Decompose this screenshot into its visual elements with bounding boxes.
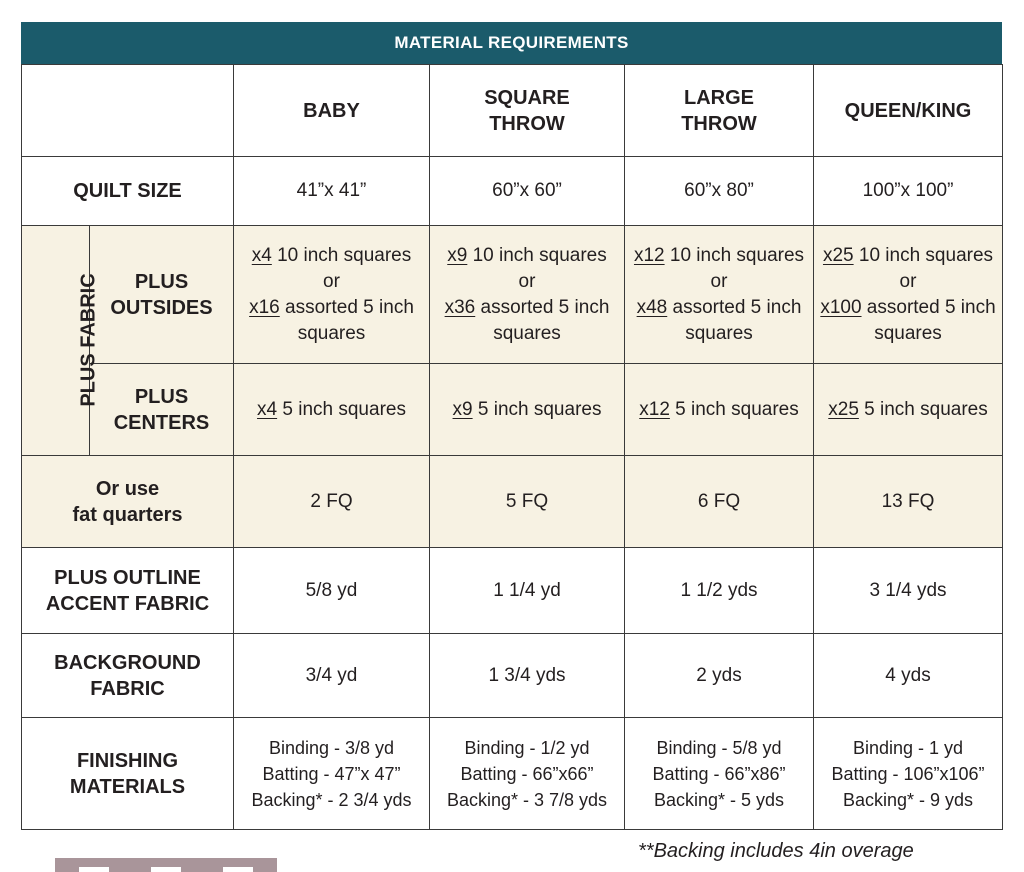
ten-inch-option: x9 10 inch squares bbox=[447, 244, 607, 266]
quantity: x16 bbox=[249, 296, 280, 318]
col-header-baby: BABY bbox=[234, 65, 430, 157]
or-separator: or bbox=[323, 270, 340, 292]
quilt-size-value: 60”x 60” bbox=[430, 157, 625, 226]
finishing-line: Binding - 5/8 yd bbox=[656, 737, 782, 758]
five-inch-option: x100 assorted 5 inch squares bbox=[820, 296, 996, 344]
finishing-materials-row bbox=[22, 718, 1003, 830]
finishing-materials-label: FINISHING MATERIALS bbox=[22, 718, 234, 830]
outline-accent-value: 3 1/4 yds bbox=[814, 548, 1003, 634]
outline-accent-label: PLUS OUTLINE ACCENT FABRIC bbox=[22, 548, 234, 634]
quilt-size-value: 60”x 80” bbox=[625, 157, 814, 226]
column-header-row bbox=[22, 65, 1003, 157]
or-separator: or bbox=[899, 270, 917, 292]
background-fabric-row bbox=[22, 634, 1003, 718]
or-separator: or bbox=[710, 270, 728, 292]
finishing-cell bbox=[625, 718, 814, 830]
outsides-cell bbox=[814, 226, 1003, 364]
finishing-line: Batting - 66”x66” bbox=[460, 763, 594, 784]
finishing-line: Binding - 1 yd bbox=[852, 737, 964, 758]
plus-fabric-group-label bbox=[22, 226, 100, 456]
ten-inch-option: x25 10 inch squares bbox=[822, 244, 994, 266]
quantity: x25 bbox=[828, 398, 859, 420]
outsides-cell bbox=[234, 226, 430, 364]
fat-quarters-value: 2 FQ bbox=[234, 456, 430, 548]
quantity: x100 bbox=[820, 296, 862, 318]
centers-text: 5 inch squares bbox=[858, 398, 988, 420]
background-fabric-label: BACKGROUND FABRIC bbox=[22, 634, 234, 718]
ten-inch-option: x12 10 inch squares bbox=[633, 244, 805, 266]
plus-outsides-row bbox=[22, 226, 1003, 364]
quilt-size-value: 41”x 41” bbox=[234, 157, 430, 226]
quantity: x25 bbox=[822, 244, 854, 266]
finishing-cell bbox=[814, 718, 1003, 830]
table-title: MATERIAL REQUIREMENTS bbox=[21, 22, 1002, 64]
finishing-line: Batting - 106”x106” bbox=[831, 763, 985, 784]
finishing-line: Backing* - 5 yds bbox=[653, 789, 785, 810]
finishing-line: Batting - 47”x 47” bbox=[262, 763, 401, 784]
background-fabric-value: 1 3/4 yds bbox=[430, 634, 625, 718]
five-inch-option: x48 assorted 5 inch squares bbox=[636, 296, 802, 344]
quantity: x4 bbox=[257, 398, 278, 420]
plus-centers-row bbox=[22, 364, 1003, 456]
finishing-line: Backing* - 2 3/4 yds bbox=[251, 789, 412, 810]
quilt-size-value: 100”x 100” bbox=[814, 157, 1003, 226]
centers-text: 5 inch squares bbox=[669, 398, 799, 420]
decorative-bar bbox=[55, 858, 277, 872]
five-inch-option: x36 assorted 5 inch squares bbox=[444, 296, 610, 344]
centers-cell bbox=[814, 364, 1003, 456]
finishing-line: Backing* - 9 yds bbox=[842, 789, 974, 810]
quantity: x9 bbox=[447, 244, 468, 266]
fat-quarters-label bbox=[22, 456, 234, 548]
background-fabric-value: 3/4 yd bbox=[234, 634, 430, 718]
centers-text: 5 inch squares bbox=[472, 398, 602, 420]
finishing-cell bbox=[430, 718, 625, 830]
fat-quarters-row bbox=[22, 456, 1003, 548]
plus-outsides-label: PLUS OUTSIDES bbox=[90, 226, 234, 364]
finishing-line: Binding - 1/2 yd bbox=[464, 737, 590, 758]
corner-cell bbox=[22, 65, 234, 157]
quantity: x48 bbox=[636, 296, 668, 318]
centers-cell bbox=[625, 364, 814, 456]
requirements-grid bbox=[21, 64, 1003, 830]
outline-accent-value: 1 1/4 yd bbox=[430, 548, 625, 634]
background-fabric-value: 2 yds bbox=[625, 634, 814, 718]
fat-quarters-value: 6 FQ bbox=[625, 456, 814, 548]
ten-inch-option: x4 10 inch squares bbox=[251, 244, 412, 266]
finishing-line: Backing* - 3 7/8 yds bbox=[446, 789, 608, 810]
centers-cell bbox=[430, 364, 625, 456]
finishing-line: Batting - 66”x86” bbox=[652, 763, 786, 784]
backing-footnote: **Backing includes 4in overage bbox=[638, 840, 914, 862]
plus-fabric-vertical-text: PLUS FABRIC bbox=[77, 273, 100, 407]
plus-centers-label: PLUS CENTERS bbox=[90, 364, 234, 456]
quantity: x12 bbox=[633, 244, 665, 266]
col-header-large-throw: LARGE THROW bbox=[625, 65, 814, 157]
fat-quarters-label-line1: Or use bbox=[95, 477, 160, 500]
finishing-line: Binding - 3/8 yd bbox=[268, 737, 395, 758]
quantity: x9 bbox=[452, 398, 473, 420]
or-separator: or bbox=[518, 270, 536, 292]
outline-accent-value: 5/8 yd bbox=[234, 548, 430, 634]
fat-quarters-value: 5 FQ bbox=[430, 456, 625, 548]
centers-text: 5 inch squares bbox=[277, 398, 406, 420]
five-inch-option: x16 assorted 5 inch squares bbox=[249, 296, 414, 344]
quantity: x36 bbox=[444, 296, 476, 318]
outline-accent-row bbox=[22, 548, 1003, 634]
finishing-cell bbox=[234, 718, 430, 830]
fat-quarters-label-line2: fat quarters bbox=[72, 503, 183, 526]
outsides-cell bbox=[625, 226, 814, 364]
background-fabric-value: 4 yds bbox=[814, 634, 1003, 718]
centers-cell bbox=[234, 364, 430, 456]
quantity: x12 bbox=[639, 398, 670, 420]
col-header-queen-king: QUEEN/KING bbox=[814, 65, 1003, 157]
quantity: x4 bbox=[251, 244, 272, 266]
outsides-cell bbox=[430, 226, 625, 364]
fat-quarters-value: 13 FQ bbox=[814, 456, 1003, 548]
col-header-square-throw: SQUARE THROW bbox=[430, 65, 625, 157]
material-requirements-table bbox=[21, 22, 1002, 830]
outline-accent-value: 1 1/2 yds bbox=[625, 548, 814, 634]
quilt-size-label: QUILT SIZE bbox=[22, 157, 234, 226]
quilt-size-row bbox=[22, 157, 1003, 226]
